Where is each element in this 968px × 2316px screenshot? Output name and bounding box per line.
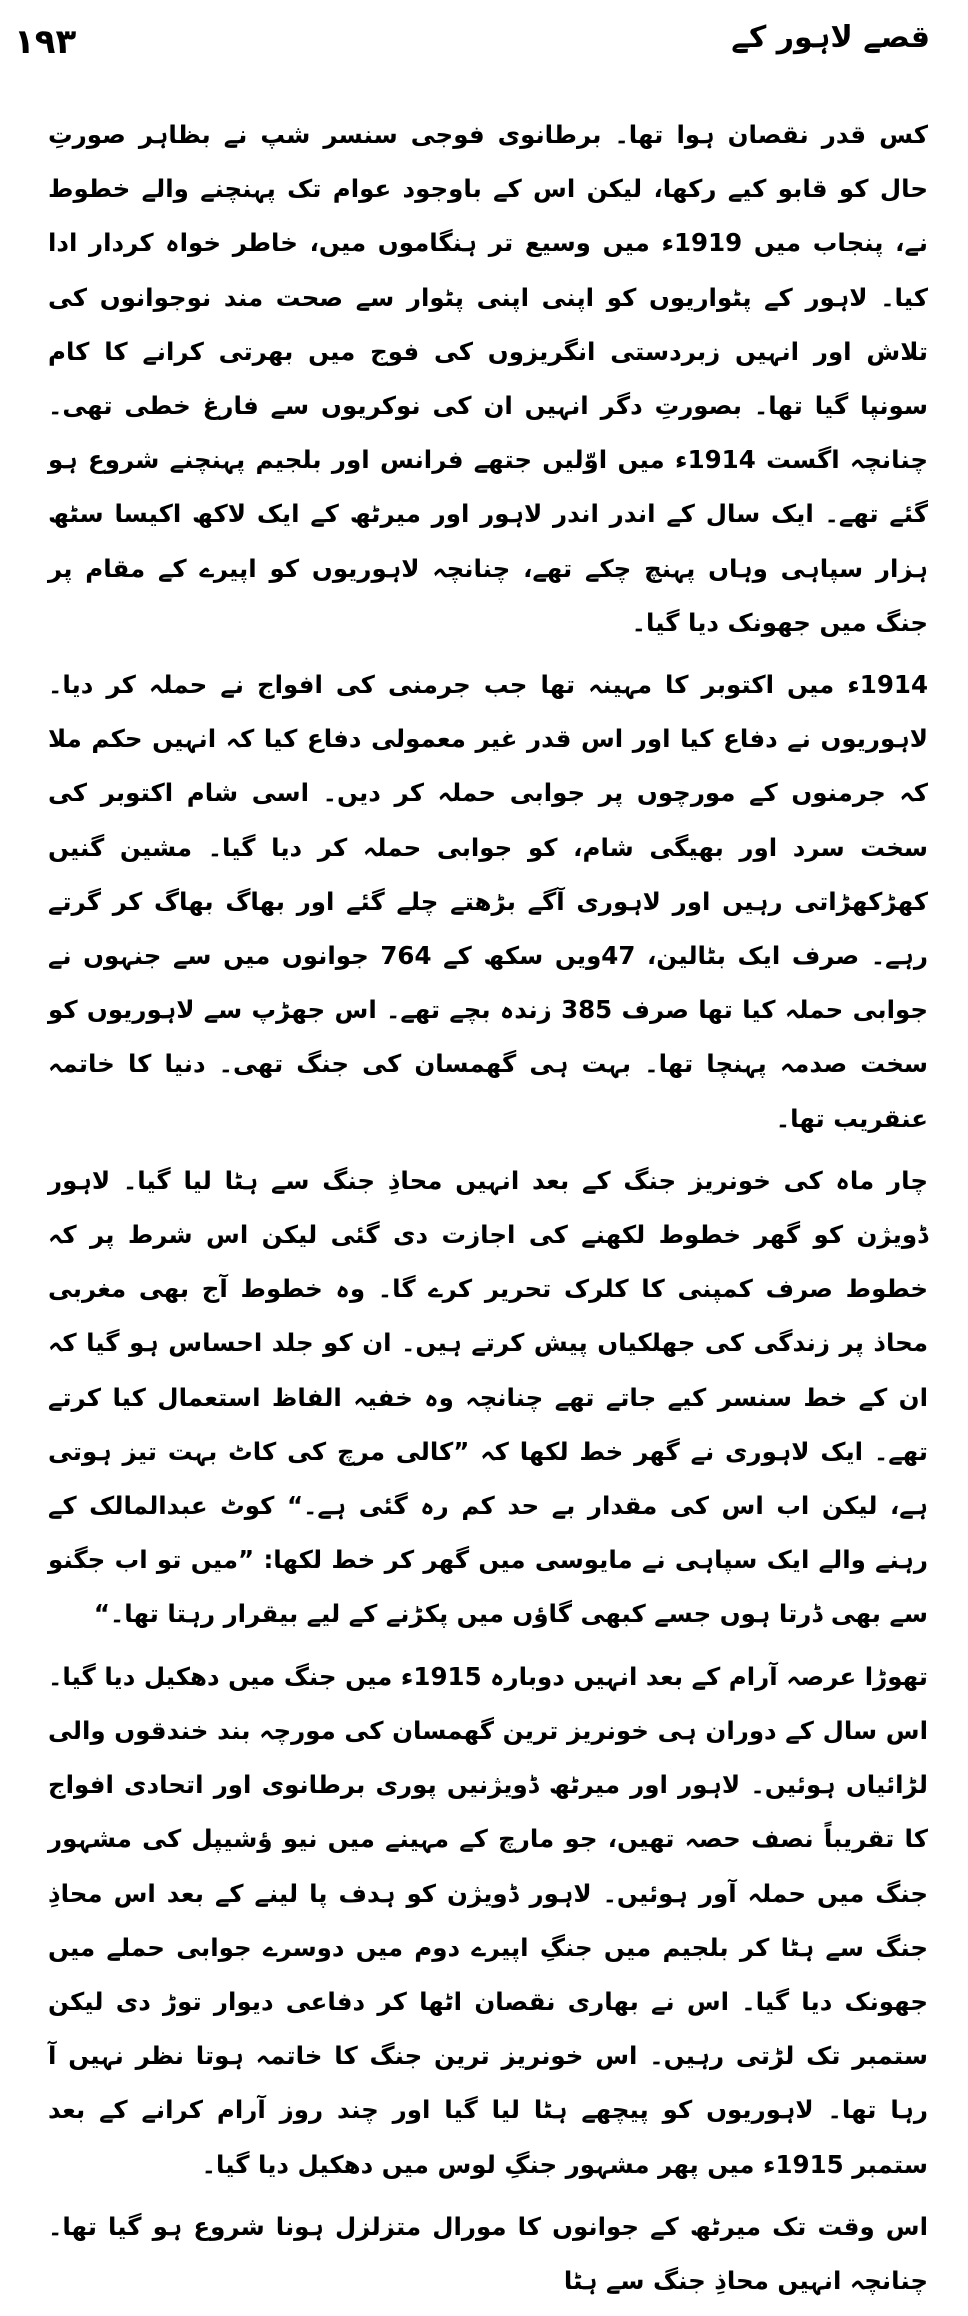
paragraph-2: 1914ء میں اکتوبر کا مہینہ تھا جب جرمنی کی افواج نے حملہ کر دیا۔ لاہوریوں نے دفاع کیا اور اس قدر غیر معمولی دفاع کیا کہ انہیں حکم ملا کہ جرمنوں کے مورچوں پر جوابی حملہ کر دیں۔ اسی شام اکتوبر کی سخت سرد اور بھیگی شام، کو جوابی حملہ کر دیا گیا۔ مشین گنیں کھڑکھڑاتی رہیں اور لاہوری آگے بڑھتے چلے گئے اور بھاگ بھاگ کر گرتے رہے۔ صرف ایک بٹالین، 47ویں سکھ کے 764 جوانوں میں سے جنہوں نے جوابی حملہ کیا تھا صرف 385 زندہ بچے تھے۔ اس جھڑپ سے لاہوریوں کو سخت صدمہ پہنچا تھا۔ بہت ہی گھمسان کی جنگ تھی۔ دنیا کا خاتمہ عنقریب تھا۔ [48, 670, 928, 1133]
page-body [48, 108, 928, 2316]
running-title: قصے لاہور کے [731, 20, 930, 55]
paragraph-1: کس قدر نقصان ہوا تھا۔ برطانوی فوجی سنسر شپ نے بظاہر صورتِ حال کو قابو کیے رکھا، لیکن اس کے باوجود عوام تک پہنچنے والے خطوط نے، پنجاب میں 1919ء میں وسیع تر ہنگاموں میں، خاطر خواہ کردار ادا کیا۔ لاہور کے پٹواریوں کو اپنی اپنی پٹوار سے صحت مند نوجوانوں کی تلاش اور انہیں زبردستی انگریزوں کی فوج میں بھرتی کرانے کا کام سونپا گیا تھا۔ بصورتِ دگر انہیں ان کی نوکریوں سے فارغ خطی تھی۔ چنانچہ اگست 1914ء میں اوّلیں جتھے فرانس اور بلجیم پہنچنے شروع ہو گئے تھے۔ ایک سال کے اندر اندر لاہور اور میرٹھ کے ایک لاکھ اکیسا سٹھ ہزار سپاہی وہاں پہنچ چکے تھے، چنانچہ لاہوریوں کو اپیرے کے مقام پر جنگ میں جھونک دیا گیا۔ [48, 120, 928, 637]
paragraph-3: چار ماہ کی خونریز جنگ کے بعد انہیں محاذِ جنگ سے ہٹا لیا گیا۔ لاہور ڈویژن کو گھر خطوط لکھنے کی اجازت دی گئی لیکن اس شرط پر کہ خطوط صرف کمپنی کا کلرک تحریر کرے گا۔ وہ خطوط آج بھی مغربی محاذ پر زندگی کی جھلکیاں پیش کرتے ہیں۔ ان کو جلد احساس ہو گیا کہ ان کے خط سنسر کیے جاتے تھے چنانچہ وہ خفیہ الفاظ استعمال کیا کرتے تھے۔ ایک لاہوری نے گھر خط لکھا کہ ”کالی مرچ کی کاٹ بہت تیز ہوتی ہے، لیکن اب اس کی مقدار بے حد کم رہ گئی ہے۔“ کوٹ عبدالمالک کے رہنے والے ایک سپاہی نے مایوسی میں گھر کر خط لکھا: ”میں تو اب جگنو سے بھی ڈرتا ہوں جسے کبھی گاؤں میں پکڑنے کے لیے بیقرار رہتا تھا۔“ [48, 1165, 928, 1629]
page-number: ۱۹۳ [14, 22, 77, 62]
paragraph-4: تھوڑا عرصہ آرام کے بعد انہیں دوبارہ 1915ء میں جنگ میں دھکیل دیا گیا۔ اس سال کے دوران ہی خونریز ترین گھمسان کی مورچہ بند خندقوں والی لڑائیاں ہوئیں۔ لاہور اور میرٹھ ڈویژنیں پوری برطانوی اور اتحادی افواج کا تقریباً نصف حصہ تھیں، جو مارچ کے مہینے میں نیو ؤشیپل کی مشہور جنگ میں حملہ آور ہوئیں۔ لاہور ڈویژن کو ہدف پا لینے کے بعد اس محاذِ جنگ سے ہٹا کر بلجیم میں جنگِ اپیرے دوم میں دوسرے جوابی حملے میں جھونک دیا گیا۔ اس نے بھاری نقصان اٹھا کر دفاعی دیوار توڑ دی لیکن ستمبر تک لڑتی رہیں۔ اس خونریز ترین جنگ کا خاتمہ ہوتا نظر نہیں آ رہا تھا۔ لاہوریوں کو پیچھے ہٹا لیا گیا اور چند روز آرام کرانے کے بعد ستمبر 1915ء میں پھر مشہور جنگِ لوس میں دھکیل دیا گیا۔ [48, 1661, 928, 2179]
paragraph-5: اس وقت تک میرٹھ کے جوانوں کا مورال متزلزل ہونا شروع ہو گیا تھا۔ چنانچہ انہیں محاذِ جنگ سے ہٹا [48, 2211, 928, 2295]
page-header [0, 14, 968, 74]
